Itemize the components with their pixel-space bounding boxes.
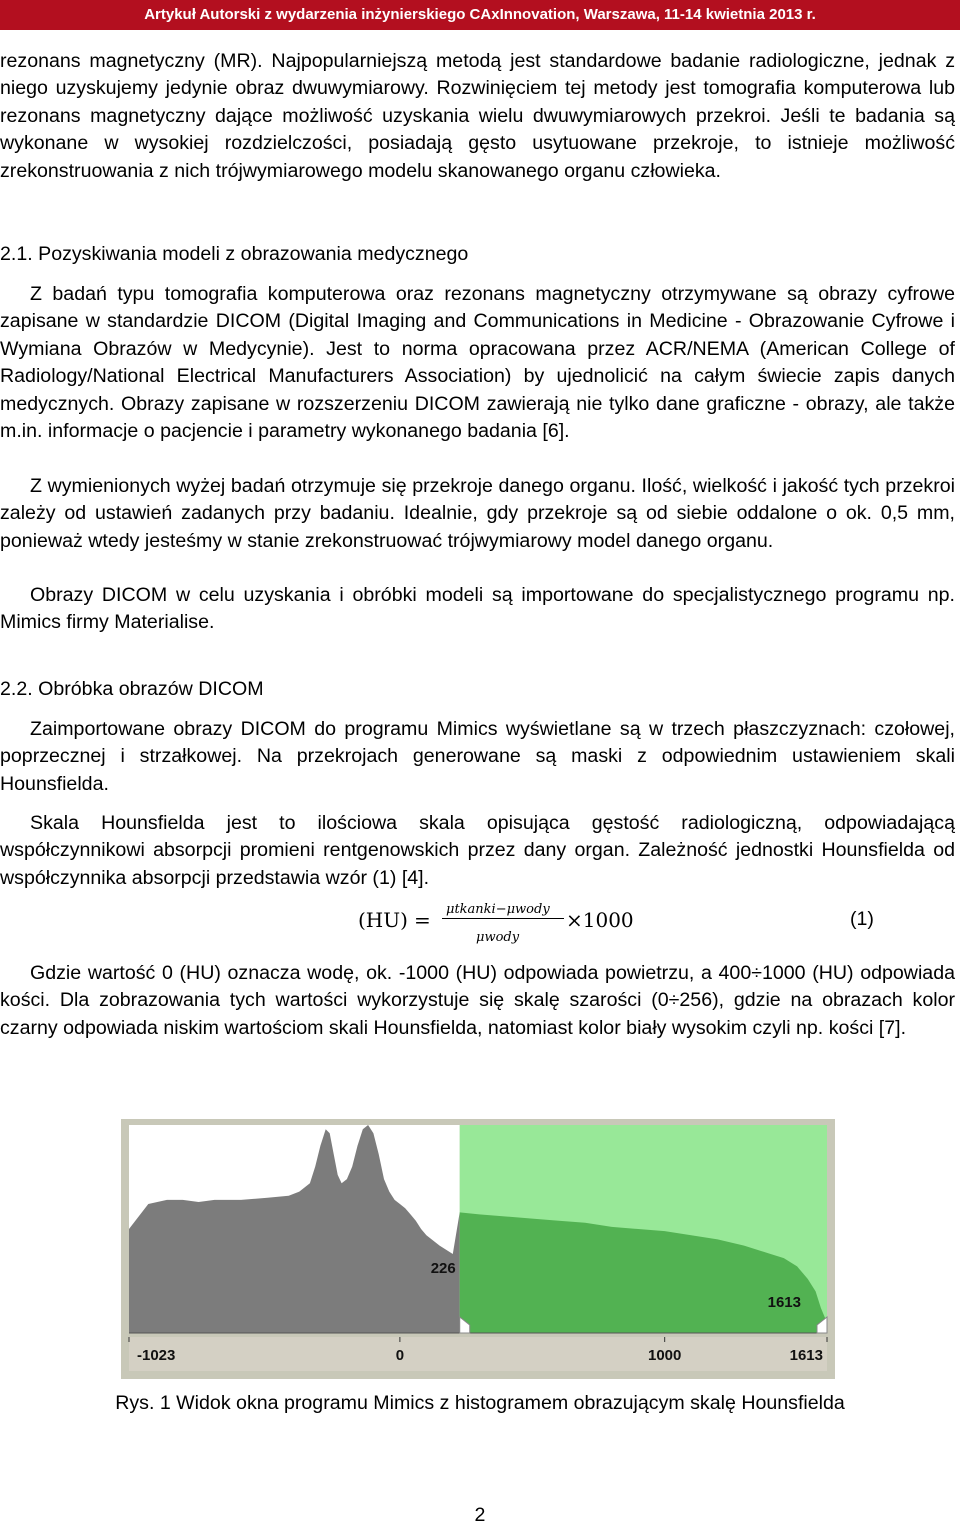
threshold-low-label: 226 — [430, 1260, 456, 1277]
figure-caption: Rys. 1 Widok okna programu Mimics z histogramem obrazującym skalę Hounsfielda — [115, 1392, 845, 1414]
page-header: Artykuł Autorski z wydarzenia inżynierskiego CAxInnovation, Warszawa, 11-14 kwietnia 2013 r. — [0, 0, 960, 30]
threshold-high-label: 1613 — [767, 1294, 801, 1311]
x-tick-label: 0 — [395, 1347, 405, 1364]
page-number: 2 — [474, 1504, 486, 1526]
formula-number: (1) — [850, 908, 874, 930]
x-tick-label: 1000 — [647, 1347, 682, 1364]
x-tick-label: 1613 — [789, 1347, 823, 1364]
formula-denominator: μwody — [476, 930, 520, 945]
formula-equals: = — [414, 908, 431, 932]
paragraph-hounsfield-scale: Skala Hounsfielda jest to ilościowa skala opisująca gęstość radiologiczną, odpowiadającą współczynnikowi absorpcji promieni rentgenowskich przez dany organ. Zależność jednostki Hounsfielda od współczynnika absorpcji przedstawia wzór (1) [4]. — [0, 812, 955, 889]
hounsfield-formula — [358, 898, 888, 954]
formula-fraction-bar — [442, 918, 564, 919]
paragraph-mimics-import: Obrazy DICOM w celu uzyskania i obróbki modeli są importowane do specjalistycznego programu np. Mimics firmy Materialise. — [0, 584, 955, 634]
paragraph-mimics-planes: Zaimportowane obrazy DICOM do programu Mimics wyświetlane są w trzech płaszczyznach: czołowej, poprzecznej i strzałkowej. Na przekrojach generowane są maski z odpowiednim ustawieniem skali Hounsfielda. — [0, 718, 955, 795]
section-heading-2-1: 2.1. Pozyskiwania modeli z obrazowania medycznego — [0, 243, 469, 265]
histogram-svg — [121, 1119, 835, 1379]
hounsfield-histogram-figure — [121, 1119, 835, 1379]
formula-lhs: (HU) — [358, 908, 408, 932]
paragraph-intro: rezonans magnetyczny (MR). Najpopularniejszą metodą jest standardowe badanie radiologiczne, jednak z niego uzyskujemy jedynie obraz dwuwymiarowy. Rozwinięciem tej metody jest tomografia komputerowa lub rezonans magnetyczny dające możliwość uzyskania wielu dwuwymiarowych przekroi. Jeśli te badania są wykonane w wysokiej rozdzielczości, posiadają gęsto usytuowane przekroje, to istnieje możliwość zrekonstruowania z nich trójwymiarowego modelu skanowanego organu człowieka. — [0, 50, 955, 182]
paragraph-dicom: Z badań typu tomografia komputerowa oraz rezonans magnetyczny otrzymywane są obrazy cyfrowe zapisane w standardzie DICOM (Digital Imaging and Communications in Medicine - Obrazowanie Cyfrowe i Wymiana Obrazów w Medycynie). Jest to norma opracowana przez ACR/NEMA (American College of Radiology/National Electrical Manufacturers Association) by ujednolicić na całym świecie zapis danych medycznych. Obrazy zapisane w rozszerzeniu DICOM zawierają nie tylko dane graficzne - obrazy, ale także m.in. informacje o pacjencie i parametry wykonanego badania [6]. — [0, 283, 955, 443]
formula-multiplier: ×1000 — [566, 908, 634, 932]
paragraph-przekroje: Z wymienionych wyżej badań otrzymuje się przekroje danego organu. Ilość, wielkość i jakość tych przekroi zależy od ustawień zadanych przy badaniu. Idealnie, gdy przekroje są od siebie oddalone o ok. 0,5 mm, ponieważ wtedy jesteśmy w stanie zrekonstruować trójwymiarowy model danego organu. — [0, 475, 955, 552]
x-tick-label: -1023 — [137, 1347, 176, 1364]
section-heading-2-2: 2.2. Obróbka obrazów DICOM — [0, 678, 264, 700]
histogram-axis-bar — [129, 1337, 827, 1371]
formula-numerator: μtkanki−μwody — [446, 902, 550, 917]
paragraph-hu-values: Gdzie wartość 0 (HU) oznacza wodę, ok. -1000 (HU) odpowiada powietrzu, a 400÷1000 (HU) odpowiada kości. Dla zobrazowania tych wartości wykorzystuje się skalę szarości (0÷256), gdzie na obrazach kolor czarny odpowiada niskim wartościom skali Hounsfielda, natomiast kolor biały wysokim czyli np. kości [7]. — [0, 962, 955, 1039]
